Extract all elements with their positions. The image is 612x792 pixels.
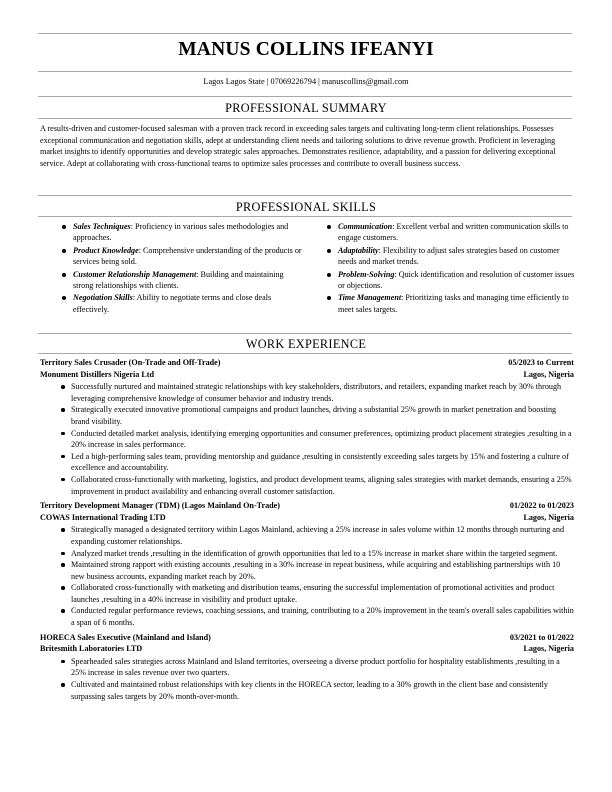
job-bullet: Conducted detailed market analysis, identifying emerging opportunities and consumer preferences, optimizing product placement strategies ,resulting in a 20% increase in sales performance. bbox=[40, 428, 574, 451]
skill-name: Communication bbox=[338, 222, 393, 231]
job-company-row bbox=[40, 512, 574, 524]
skill-name: Sales Techniques bbox=[73, 222, 131, 231]
skill-name: Problem-Solving bbox=[338, 269, 395, 279]
job-bullet: Analyzed market trends ,resulting in the identification of growth opportunities that led to a 15% increase in market share within the targeted segment. bbox=[40, 548, 574, 560]
top-divider bbox=[38, 33, 572, 34]
skills-left-column bbox=[60, 221, 305, 316]
job-location: Lagos, Nigeria bbox=[523, 512, 574, 522]
job-dates: 03/2021 to 01/2022 bbox=[509, 632, 574, 642]
job-title-row bbox=[40, 500, 574, 512]
name-divider bbox=[38, 71, 572, 72]
job-title: Territory Development Manager (TDM) (Lagos Mainland On-Trade) bbox=[40, 501, 280, 511]
summary-divider bbox=[38, 118, 572, 119]
skills-right-list bbox=[325, 221, 575, 315]
job-entry bbox=[40, 357, 574, 497]
skill-item bbox=[60, 245, 305, 268]
contact-divider bbox=[38, 96, 572, 97]
skill-name: Negotiation Skills bbox=[73, 293, 133, 303]
skill-item bbox=[325, 221, 575, 244]
job-bullets bbox=[40, 656, 574, 702]
job-title: HORECA Sales Executive (Mainland and Island) bbox=[40, 632, 211, 642]
skill-item bbox=[325, 292, 575, 315]
summary-title: PROFESSIONAL SUMMARY bbox=[225, 101, 387, 115]
skill-name: Customer Relationship Management bbox=[73, 269, 197, 279]
job-bullet: Led a high-performing sales team, providing mentorship and guidance ,resulting in consistently exceeding sales targets by 15% and fostering a culture of excellence and accountability. bbox=[40, 451, 574, 474]
job-dates: 01/2022 to 01/2023 bbox=[509, 501, 574, 511]
job-title-row bbox=[40, 357, 574, 369]
job-title: Territory Sales Crusader (On-Trade and Off-Trade) bbox=[40, 358, 221, 367]
skills-divider bbox=[38, 216, 572, 217]
job-bullet: Maintained strong rapport with existing accounts ,resulting in a 30% increase in repeat business, while acquiring and establishing partnerships with 10 new business accounts, expanding market reach by 20%. bbox=[40, 559, 574, 582]
experience-title: WORK EXPERIENCE bbox=[245, 337, 367, 351]
job-entry bbox=[40, 500, 574, 629]
skill-name: Product Knowledge bbox=[73, 245, 139, 255]
job-bullet: Conducted regular performance reviews, coaching sessions, and training, contributing to a 20% improvement in the team's overall sales capabilities within a span of 6 months. bbox=[40, 605, 574, 628]
candidate-name: MANUS COLLINS IFEANYI bbox=[178, 39, 434, 60]
job-dates: 05/2023 to Current bbox=[508, 358, 574, 367]
skills-top-divider bbox=[38, 195, 572, 196]
skill-name: Adaptability bbox=[338, 245, 379, 255]
contact-line: Lagos Lagos State | 07069226794 | manuscollins@gmail.com bbox=[203, 77, 409, 86]
summary-text: A results-driven and customer-focused salesman with a proven track record in exceeding sales targets and cultivating long-term client relationships. Possesses exceptional communication and negotiation skills, adept at understanding client needs and tailoring solutions to drive revenue growth. Proficient in leveraging market insights to identify opportunities and develop strategic sales approaches. Demonstrates resilience, adaptability, and a passion for delivering exceptional service. Adept at collaborating with cross-functional teams to optimize sales processes and contribute to overall business success. bbox=[40, 124, 556, 168]
skill-description: : Ability to negotiate terms and close deals effectively. bbox=[73, 293, 272, 314]
job-company-row bbox=[40, 643, 574, 655]
skill-item bbox=[325, 269, 575, 292]
job-title-row bbox=[40, 632, 574, 644]
skill-description: : Quick identification and resolution of customer issues or objections. bbox=[338, 269, 575, 291]
job-location: Lagos, Nigeria bbox=[523, 369, 574, 379]
experience-divider bbox=[38, 353, 572, 354]
skill-description: : Proficiency in various sales methodologies and approaches. bbox=[73, 222, 289, 243]
skill-description: : Comprehensive understanding of the products or services being sold. bbox=[73, 245, 302, 267]
job-company: Britesmith Laboratories LTD bbox=[40, 644, 143, 654]
job-bullet: Strategically managed a designated territory within Lagos Mainland, achieving a 25% increase in sales volume within 12 months through nurturing and expanding customer relationships. bbox=[40, 524, 574, 547]
skills-right-column bbox=[325, 221, 575, 316]
job-company-row bbox=[40, 369, 574, 381]
skill-item bbox=[325, 245, 575, 268]
job-bullet: Collaborated cross-functionally with marketing and distribution teams, ensuring the successful implementation of promotional activities and product launches ,resulting in a 40% increase in visibility and product uptake. bbox=[40, 582, 574, 605]
job-bullets bbox=[40, 524, 574, 628]
job-company: Monument Distillers Nigeria Ltd bbox=[40, 369, 154, 379]
skill-item bbox=[60, 221, 305, 244]
job-bullet: Cultivated and maintained robust relationships with key clients in the HORECA sector, leading to a 30% growth in the client base and consistently surpassing sales targets by 20% month-over-month. bbox=[40, 679, 574, 702]
skill-name: Time Management bbox=[338, 293, 402, 303]
experience-top-divider bbox=[38, 333, 572, 334]
job-bullet: Collaborated cross-functionally with marketing, logistics, and product development teams, aligning sales strategies with market demands, ensuring a 25% improvement in product availability and enhancing overall customer satisfaction. bbox=[40, 474, 574, 497]
skills-title: PROFESSIONAL SKILLS bbox=[235, 200, 377, 214]
job-bullet: Strategically executed innovative promotional campaigns and product launches, driving a substantial 25% growth in market penetration and boosting brand visibility. bbox=[40, 404, 574, 427]
skill-description: : Building and maintaining strong relationships with clients. bbox=[73, 269, 284, 291]
job-company: COWAS International Trading LTD bbox=[40, 512, 166, 522]
job-bullet: Spearheaded sales strategies across Mainland and Island territories, overseeing a diverse product portfolio for hospitality establishments ,resulting in a 25% increase in sales revenue over two quarters. bbox=[40, 656, 574, 679]
skill-description: : Prioritizing tasks and managing time efficiently to meet sales targets. bbox=[338, 293, 569, 314]
skill-description: : Excellent verbal and written communication skills to engage customers. bbox=[338, 222, 569, 243]
job-entry bbox=[40, 632, 574, 703]
skill-item bbox=[60, 269, 305, 292]
skills-left-list bbox=[60, 221, 305, 315]
skill-item bbox=[60, 292, 305, 315]
work-experience-list bbox=[40, 357, 574, 705]
job-location: Lagos, Nigeria bbox=[523, 644, 574, 654]
job-bullets bbox=[40, 381, 574, 497]
skill-description: : Flexibility to adjust sales strategies based on customer needs and market trends. bbox=[338, 245, 560, 267]
job-bullet: Successfully nurtured and maintained strategic relationships with key stakeholders, distributors, and retailers, expanding market reach by 30% through leveraging comprehensive knowledge of consumer behavior and industry trends. bbox=[40, 381, 574, 404]
